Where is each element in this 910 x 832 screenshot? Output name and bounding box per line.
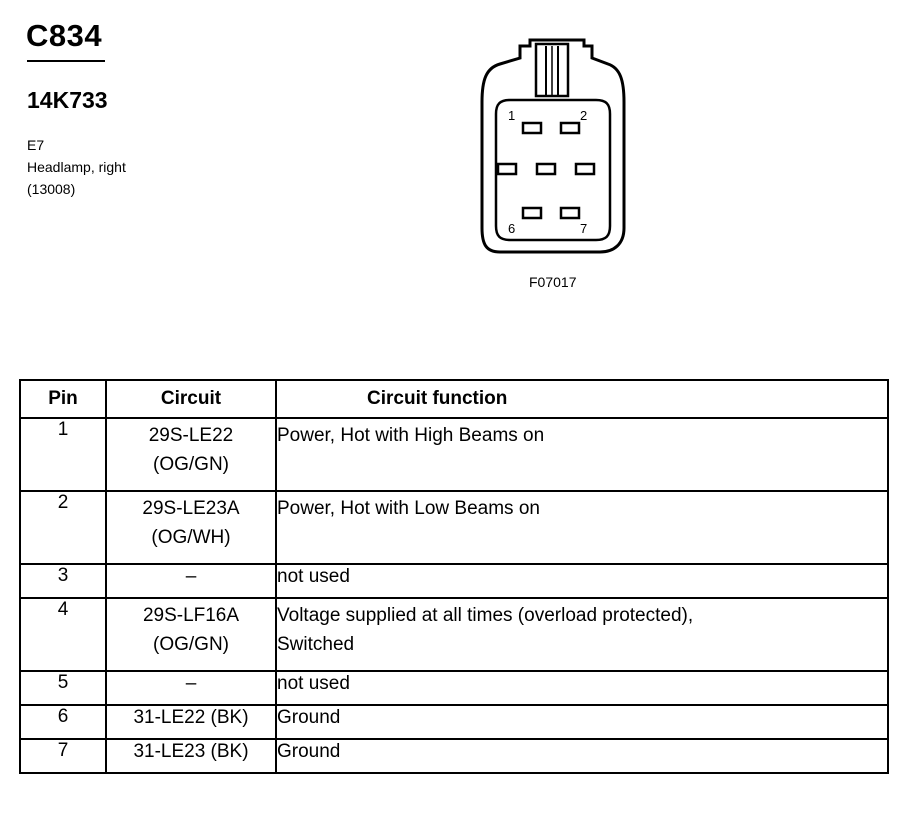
circuit-cell bbox=[106, 491, 276, 564]
pin-cell: 4 bbox=[20, 598, 106, 671]
circuit-code: 29S-LE23A bbox=[142, 498, 240, 519]
function-text: not used bbox=[277, 566, 350, 587]
title-underline bbox=[27, 60, 105, 62]
function-text-continued: Switched bbox=[277, 634, 355, 655]
pin-cell: 7 bbox=[20, 739, 106, 773]
table-row bbox=[20, 491, 888, 564]
pin-cavity-4 bbox=[537, 164, 555, 174]
function-cell bbox=[276, 671, 888, 705]
header-circuit: Circuit bbox=[106, 380, 276, 418]
pin-cell: 6 bbox=[20, 705, 106, 739]
pin-label-1: 1 bbox=[508, 108, 516, 123]
circuit-color: (OG/GN) bbox=[153, 634, 229, 655]
circuit-cell bbox=[106, 705, 276, 739]
circuit-cell bbox=[106, 671, 276, 705]
pin-cell: 1 bbox=[20, 418, 106, 491]
pin-label-7: 7 bbox=[580, 221, 588, 236]
header-pin: Pin bbox=[20, 380, 106, 418]
pin-cavity-2 bbox=[561, 123, 579, 133]
table-header-row bbox=[20, 380, 888, 418]
table-row bbox=[20, 739, 888, 773]
circuit-code: 29S-LF16A bbox=[142, 605, 240, 626]
function-cell bbox=[276, 418, 888, 491]
function-text: Power, Hot with Low Beams on bbox=[277, 498, 540, 519]
pin-cavity-6 bbox=[523, 208, 541, 218]
circuit-code: – bbox=[185, 673, 197, 694]
location-code: E7 bbox=[27, 137, 45, 153]
pin-cavity-5 bbox=[576, 164, 594, 174]
circuit-cell bbox=[106, 564, 276, 598]
pin-label-6: 6 bbox=[508, 221, 516, 236]
function-text: Ground bbox=[277, 707, 341, 728]
function-cell bbox=[276, 705, 888, 739]
function-cell bbox=[276, 598, 888, 671]
component-part-number: (13008) bbox=[27, 181, 76, 197]
circuit-cell bbox=[106, 598, 276, 671]
pin-cell: 3 bbox=[20, 564, 106, 598]
table-row bbox=[20, 598, 888, 671]
circuit-code: 29S-LE22 bbox=[148, 425, 234, 446]
function-cell bbox=[276, 739, 888, 773]
table-row bbox=[20, 671, 888, 705]
pin-table bbox=[19, 379, 889, 774]
component-name: Headlamp, right bbox=[27, 159, 126, 175]
function-text: Ground bbox=[277, 741, 341, 762]
function-text: Power, Hot with High Beams on bbox=[277, 425, 545, 446]
pin-cell: 2 bbox=[20, 491, 106, 564]
circuit-cell bbox=[106, 418, 276, 491]
function-cell bbox=[276, 564, 888, 598]
circuit-code: 31-LE22 (BK) bbox=[133, 707, 249, 728]
connector-id: C834 bbox=[26, 18, 103, 53]
circuit-cell bbox=[106, 739, 276, 773]
table-row bbox=[20, 418, 888, 491]
pin-cavity-1 bbox=[523, 123, 541, 133]
circuit-code: 31-LE23 (BK) bbox=[133, 741, 249, 762]
pin-label-2: 2 bbox=[580, 108, 588, 123]
circuit-color: (OG/WH) bbox=[151, 527, 231, 548]
function-text: not used bbox=[277, 673, 350, 694]
figure-id: F07017 bbox=[529, 274, 577, 290]
table-row bbox=[20, 564, 888, 598]
function-text: Voltage supplied at all times (overload protected), bbox=[277, 605, 694, 626]
pin-cavity-3 bbox=[498, 164, 516, 174]
header-circuit-function: Circuit function bbox=[276, 380, 888, 418]
connector-face-diagram bbox=[460, 38, 640, 268]
pin-cavity-7 bbox=[561, 208, 579, 218]
circuit-color: (OG/GN) bbox=[153, 454, 229, 475]
circuit-code: – bbox=[185, 566, 197, 587]
function-cell bbox=[276, 491, 888, 564]
part-number: 14K733 bbox=[27, 87, 108, 113]
table-row bbox=[20, 705, 888, 739]
pin-cell: 5 bbox=[20, 671, 106, 705]
